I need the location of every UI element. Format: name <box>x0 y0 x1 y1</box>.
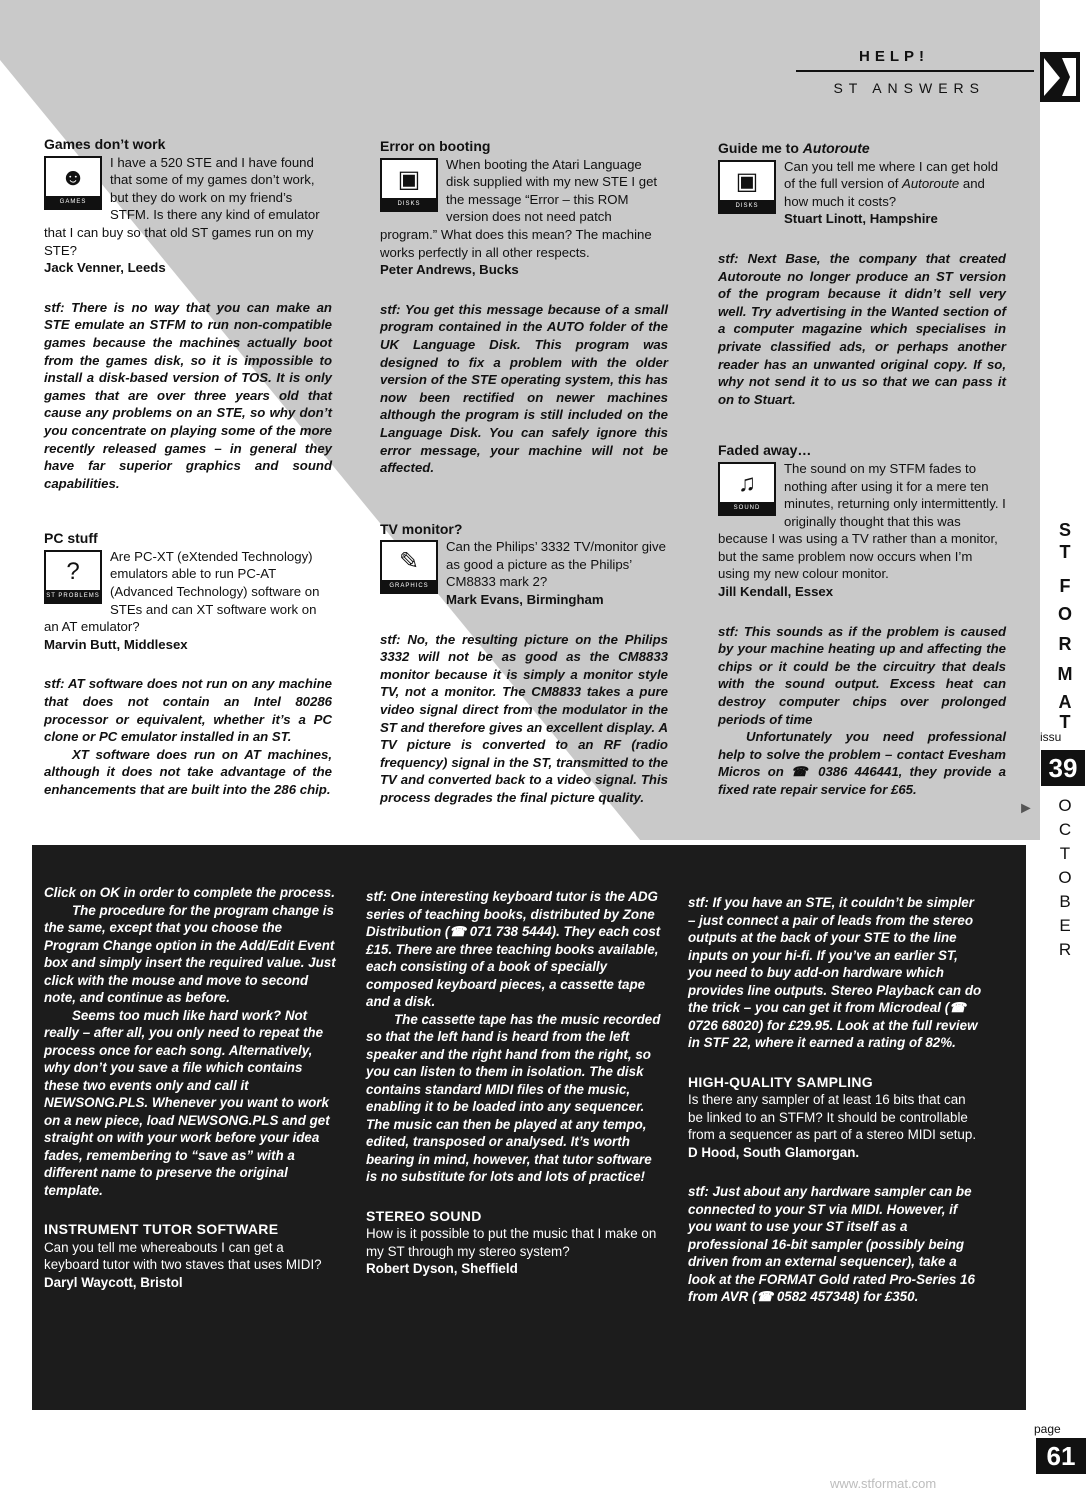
question-author: Marvin Butt, Middlesex <box>44 636 188 652</box>
question-author: Robert Dyson, Sheffield <box>366 1261 518 1276</box>
body-paragraph: stf: If you have an STE, it couldn’t be simpler – just connect a pair of leads from the stereo outputs at the back of your STE to the line inputs on your hi-fi. If you’ve an earlier ST, you need to buy add-on hardware which provides line outputs. Stereo Playback can do the trick – you can get it from Microdeal (☎ 0726 68020) for £29.95. Look at the full review in STF 22, where it earned a rating of 82%. <box>688 895 982 1050</box>
watermark: www.stformat.com <box>830 1476 937 1491</box>
body-paragraph: The cassette tape has the music recorded so that the left hand is heard from the left speaker and the right hand from the right, so you can listen to them in isolation. The disk contains standard MIDI files of the music, enabling it to be loaded into any sequencer. The music can then be played at any tempo, edited, transposed or analysed. It’s worth bearing in mind, however, that tutor software is no substitute for lots and lots of practice! <box>366 1011 661 1184</box>
answer-text: stf: AT software does not run on any machine that does not contain an Intel 80286 processor or equivalent, whether it’s a PC clone or PC emulator installed in an ST. <box>44 676 332 745</box>
question-text: How is it possible to put the music that I make on my ST through my stereo system? <box>366 1226 657 1259</box>
question-text: Is there any sampler of at least 16 bits that can be linked to an STFM? It should be controllable from a sequencer as part of a stereo MIDI setup. <box>688 1092 977 1142</box>
games-icon: ☻ GAMES <box>44 156 102 210</box>
question-author: Mark Evans, Birmingham <box>446 592 604 608</box>
column-3 <box>718 140 1006 799</box>
question-author: Stuart Linott, Hampshire <box>784 211 938 227</box>
question-text: Can you tell me where I can get hold of the full version of Autoroute and how much it costs? <box>784 158 999 209</box>
answer-text: stf: Just about any hardware sampler can be connected to your ST via MIDI. However, if you want to use your ST itself as a professional 16-bit sampler (possibly being driven from an external sequencer), take a look at the FORMAT Gold rated Pro-Series 16 from AVR (☎ 0582 457348) for £350. <box>688 1184 975 1304</box>
problems-icon: ? ST PROBLEMS <box>44 550 102 604</box>
answer-text: stf: You get this message because of a small program contained in the AUTO folder of the UK Language Disk. This program was designed to fix a problem with the older version of the STE operating system, this has now been rectified on newer machines although the program is still included on the Language Disk. You can safely ignore this error message, your machine will not be affected. <box>380 301 668 476</box>
question-author: Peter Andrews, Bucks <box>380 262 519 278</box>
issue-label: issu <box>1040 730 1062 744</box>
section-heading: STEREO SOUND <box>366 1207 482 1224</box>
corner-logo-icon <box>1040 52 1080 102</box>
column-1 <box>44 136 332 799</box>
answer-text: stf: This sounds as if the problem is caused by your machine heating up and affecting the chips or it could be the circuitry that deals with the sound output. Excess heat can destroy computer chips over prolonged periods of time <box>718 623 1006 727</box>
question-text: When booting the Atari Language disk supplied with my new STE I get the message “Error – this ROM version does not need patch program.” What does this mean? The machine works perfectly in all other respects. <box>380 156 658 260</box>
answer-text: stf: No, the resulting picture on the Philips 3332 will not be as good as the CM8833 monitor because it is simply a monitor style TV, not a monitor. The CM8833 takes a pure video signal direct from the modulator in the ST and therefore gives an excellent display. A TV picture is converted to an RF (radio frequency) signal in the ST, transmitted to the TV and converted back to a video signal. This process degrades the final picture quality. <box>380 631 668 805</box>
body-paragraph: The procedure for the program change is the same, except that you choose the Program Change option in the Add/Edit Event box and simply insert the required value. Just click with the mouse and move to second note, and continue as before. <box>44 902 336 1005</box>
arrow-right-icon: ► <box>1018 800 1034 817</box>
question-author: Jill Kendall, Essex <box>718 584 834 600</box>
question-text: Are PC-XT (eXtended Technology) emulators able to run PC-AT (Advanced Technology) software on STEs and can XT software work on an AT emulator? <box>44 548 320 635</box>
page-label: page <box>1034 1422 1061 1436</box>
question-text: I have a 520 STE and I have found that some of my games don’t work, but they do work on my friend’s STFM. Is there any kind of emulator that I can buy so that old ST games run on my STE? <box>44 154 320 258</box>
question-title: Guide me to Autoroute <box>718 140 870 156</box>
question-text: The sound on my STFM fades to nothing after using it for a mere ten minutes, returning only intermittently. I originally thought that this was because I was using a TV rather than a monitor, but the same problem now occurs when I’m using my new colour monitor. <box>718 460 1006 582</box>
question-title: Error on booting <box>380 138 491 154</box>
question-author: Jack Venner, Leeds <box>44 260 166 276</box>
column-2 <box>380 138 668 807</box>
section-title: HELP! <box>859 48 929 65</box>
question-title: PC stuff <box>44 530 98 547</box>
question-text: Can you tell me whereabouts I can get a keyboard tutor with two staves that uses MIDI? <box>44 1239 322 1272</box>
graphics-icon: ✎ GRAPHICS <box>380 540 438 594</box>
question-author: D Hood, South Glamorgan. <box>688 1144 860 1160</box>
question-title: Faded away… <box>718 442 812 459</box>
body-paragraph: Click on OK in order to complete the process. <box>44 885 335 900</box>
answer-text: XT software does run on AT machines, although it does not take advantage of the enhancements that are built into the 286 chip. <box>44 746 332 797</box>
sound-icon: ♫ SOUND <box>718 462 776 516</box>
section-heading: INSTRUMENT TUTOR SOFTWARE <box>44 1221 279 1237</box>
dark-column-3 <box>688 894 984 1306</box>
question-author: Daryl Waycott, Bristol <box>44 1274 183 1290</box>
page-number: 61 <box>1036 1438 1086 1474</box>
question-title: Games don’t work <box>44 136 166 152</box>
body-paragraph: stf: One interesting keyboard tutor is the ADG series of teaching books, distributed by Zone Distribution (☎ 071 738 5444). They each cost £15. There are three teaching books available, each consisting of a book of specially composed keyboard pieces, a cassette tape and a disk. <box>366 889 661 1009</box>
section-heading: HIGH-QUALITY SAMPLING <box>688 1073 873 1090</box>
dark-column-2 <box>366 888 662 1278</box>
answer-text: stf: Next Base, the company that created Autoroute no longer produce an ST version of the program because it didn’t sell very well. Try advertising in the Wanted section of a computer magazine which specialises in private classified ads, or perhaps another reader has an unwanted original copy. If so, why not send it to us so that we can pass it on to Stuart. <box>718 250 1006 407</box>
header-rule <box>796 70 1034 72</box>
disk-icon: ▣ DISKS <box>380 158 438 212</box>
answer-text: Unfortunately you need professional help to solve the problem – contact Evesham Micros on ☎ 0386 446441, they provide a fixed rate repair service for £65. <box>718 729 1006 797</box>
dark-column-1 <box>44 884 340 1291</box>
question-title: TV monitor? <box>380 520 463 537</box>
section-subtitle: ST ANSWERS <box>833 80 985 96</box>
issue-number: 39 <box>1041 750 1085 786</box>
body-paragraph: Seems too much like hard work? Not really – after all, you only need to repeat the process once for each song. Alternatively, why don’t you save a file which contains these two events only and call it NEWSONG.PLS. Whenever you want to work on a new piece, load NEWSONG.PLS and get straight on with your work before your idea fades, remembering to “save as” with a different name to preserve the original template. <box>44 1007 330 1198</box>
disk-icon: ▣ DISKS <box>718 160 776 214</box>
question-text: Can the Philips’ 3332 TV/monitor give as good a picture as the Philips’ CM8833 mark 2? <box>446 539 666 590</box>
answer-text: stf: There is no way that you can make an STE emulate an STFM to run non-compatible games because the machines actually boot from the games disk, so it is impossible to install a disk-based version of TOS. It is only games that are over three years old that cause any problems on an STE, so why don’t you concentrate on playing some of the more recently released games – in general they have far superior graphics and sound capabilities. <box>44 299 332 491</box>
